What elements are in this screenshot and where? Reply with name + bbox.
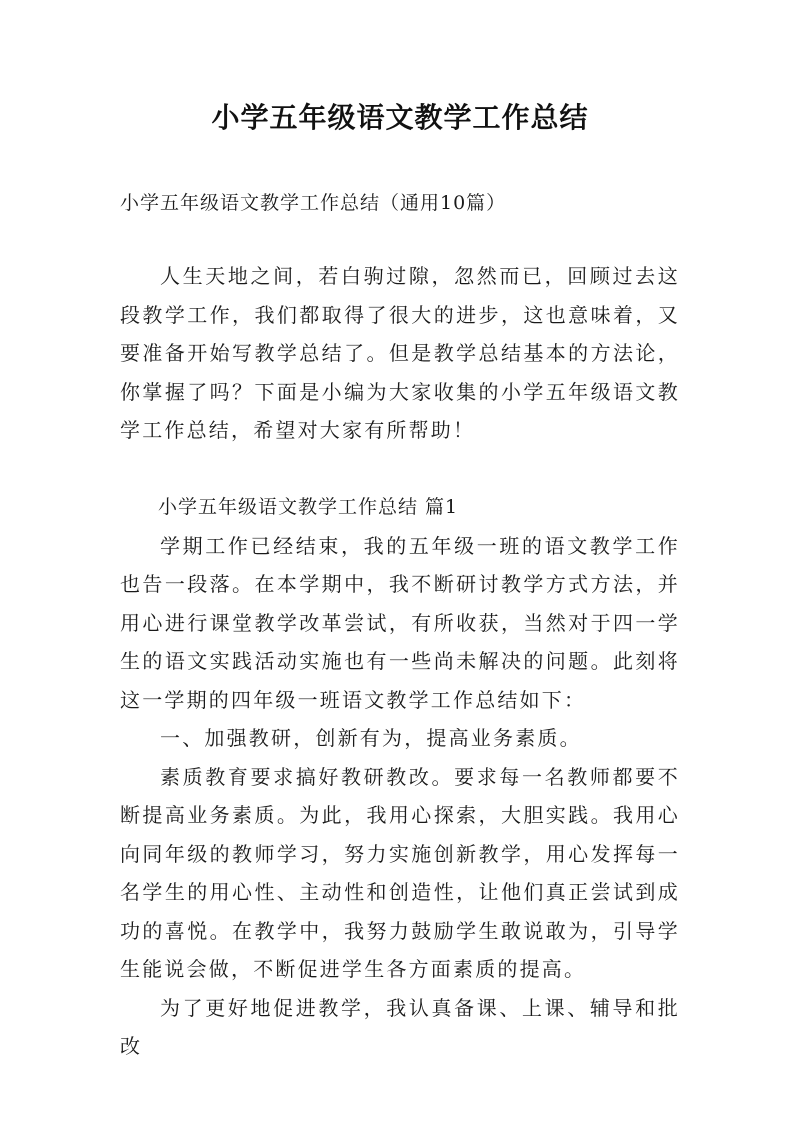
paragraph-2: 一、加强教研，创新有为，提高业务素质。 (160, 726, 582, 750)
section-1 (120, 488, 680, 1066)
page-title: 小学五年级语文教学工作总结 (211, 101, 589, 134)
paragraph-1: 学期工作已经结束，我的五年级一班的语文教学工作也告一段落。在本学期中，我不断研讨教学方式方法，并用心进行课堂教学改革尝试，有所收获，当然对于四一学生的语文实践活动实施也有一些尚未解决的问题。此刻将这一学期的四年级一班语文教学工作总结如下： (120, 533, 680, 712)
section-heading: 小学五年级语文教学工作总结 篇1 (158, 496, 459, 518)
intro-paragraph: 人生天地之间，若白驹过隙，忽然而已，回顾过去这段教学工作，我们都取得了很大的进步，这也意味着，又要准备开始写教学总结了。但是教学总结基本的方法论，你掌握了吗？下面是小编为大家收集的小学五年级语文教学工作总结，希望对大家有所帮助！ (120, 264, 680, 442)
document-subtitle: 小学五年级语文教学工作总结（通用10篇） (120, 192, 507, 214)
paragraph-3: 素质教育要求搞好教研教改。要求每一名教师都要不断提高业务素质。为此，我用心探索，大胆实践。我用心向同年级的教师学习，努力实施创新教学，用心发挥每一名学生的用心性、主动性和创造性，让他们真正尝试到成功的喜悦。在教学中，我努力鼓励学生敢说敢为，引导学生能说会做，不断促进学生各方面素质的提高。 (120, 764, 680, 981)
intro-block (120, 257, 680, 450)
paragraph-4: 为了更好地促进教学，我认真备课、上课、辅导和批改 (120, 995, 680, 1058)
